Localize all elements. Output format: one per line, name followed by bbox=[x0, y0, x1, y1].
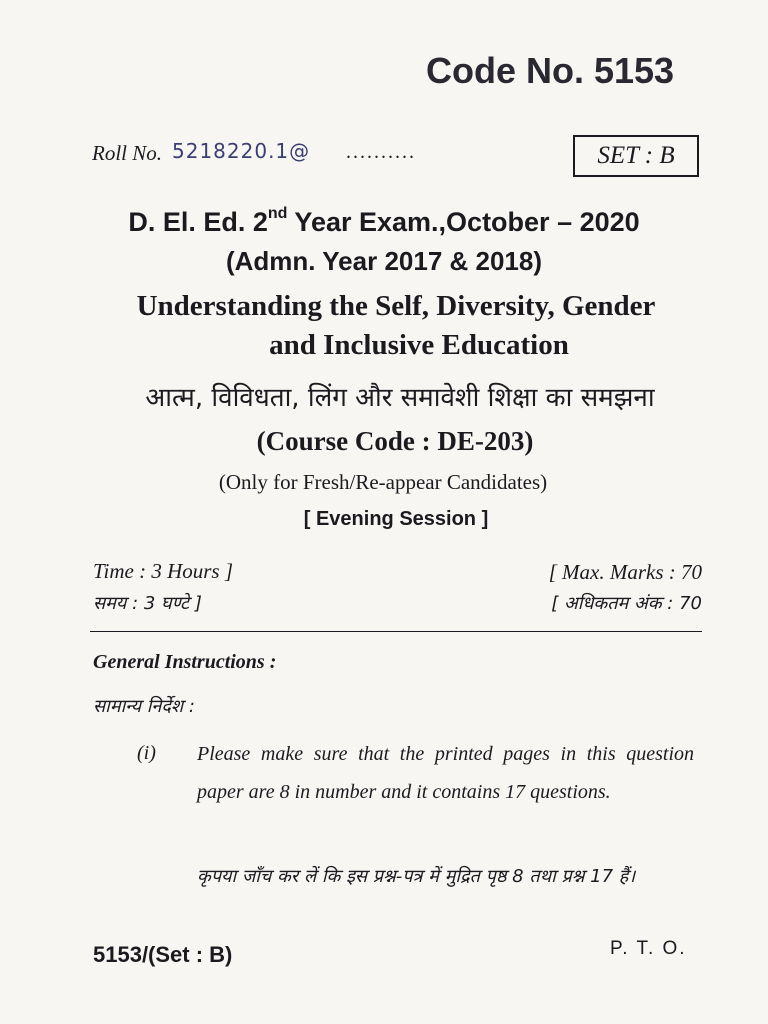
subject-title-line-1: Understanding the Self, Diversity, Gender bbox=[136, 290, 656, 322]
time-hindi: समय : 3 घण्टे ] bbox=[93, 593, 202, 614]
exam-title-superscript: nd bbox=[267, 205, 288, 222]
subject-title-hindi: आत्म, विविधता, लिंग और समावेशी शिक्षा का समझना bbox=[145, 383, 655, 413]
horizontal-divider bbox=[90, 631, 702, 632]
instruction-text-hindi: कृपया जाँच कर लें कि इस प्रश्न-पत्र में मुद्रित पृष्ठ 8 तथा प्रश्न 17 हैं। bbox=[197, 866, 636, 887]
max-marks-english: [ Max. Marks : 70 bbox=[548, 560, 702, 584]
session-label: [ Evening Session ] bbox=[303, 508, 489, 530]
please-turn-over: P. T. O. bbox=[610, 938, 687, 959]
admission-years: (Admn. Year 2017 & 2018) bbox=[225, 246, 543, 276]
roll-number-label: Roll No. bbox=[92, 141, 163, 165]
exam-title-prefix: D. El. Ed. 2 bbox=[128, 207, 268, 237]
exam-title-suffix: Year Exam.,October – 2020 bbox=[287, 207, 640, 237]
instruction-text-english: Please make sure that the printed pages in this question paper are 8 in number and it contains 17 questions. bbox=[197, 743, 694, 803]
max-marks-hindi: [ अधिकतम अंक : 70 bbox=[551, 593, 702, 614]
course-code: (Course Code : DE-203) bbox=[256, 426, 534, 456]
general-instructions-heading: General Instructions : bbox=[93, 651, 277, 673]
candidates-note: (Only for Fresh/Re-appear Candidates) bbox=[218, 470, 548, 494]
set-box: SET : B bbox=[573, 135, 699, 177]
roll-number-value: 5218220.1@ bbox=[172, 139, 311, 163]
code-number: Code No. 5153 bbox=[426, 50, 675, 91]
instruction-number: (i) bbox=[137, 742, 156, 764]
roll-number-dots: .......... bbox=[346, 141, 416, 163]
subject-title-line-2: and Inclusive Education bbox=[269, 329, 569, 361]
time-english: Time : 3 Hours ] bbox=[93, 559, 234, 583]
general-instructions-heading-hindi: सामान्य निर्देश : bbox=[93, 696, 195, 717]
exam-title bbox=[0, 207, 768, 238]
footer-paper-code: 5153/(Set : B) bbox=[93, 942, 233, 967]
